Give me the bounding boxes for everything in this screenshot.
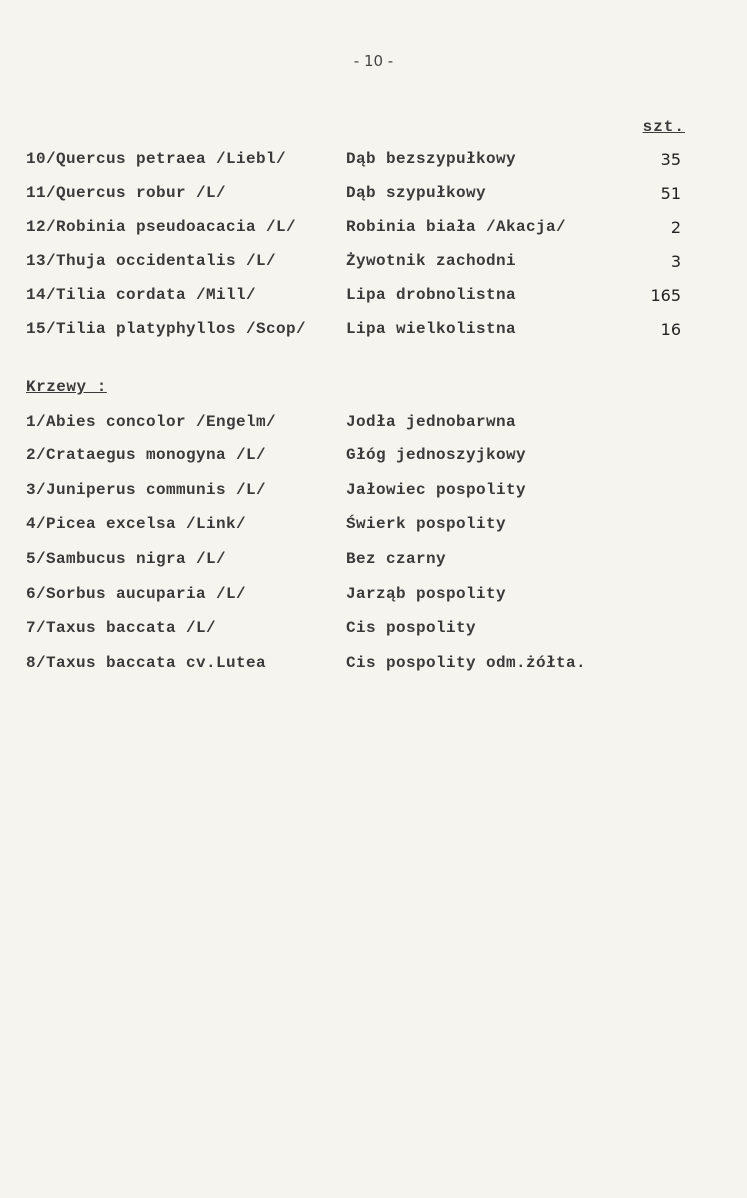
shrub-row — [0, 654, 747, 684]
polish-name: Cis pospolity — [346, 619, 477, 637]
shrub-row — [0, 413, 747, 443]
polish-name: Robinia biała /Akacja/ — [346, 218, 567, 236]
polish-name: Jarząb pospolity — [346, 585, 507, 603]
latin-name: 5/Sambucus nigra /L/ — [26, 550, 227, 568]
tree-row — [0, 252, 747, 282]
shrubs-heading: Krzewy : — [26, 378, 107, 396]
tree-row — [0, 320, 747, 350]
latin-name: 13/Thuja occidentalis /L/ — [26, 252, 277, 270]
count-column-header: szt. — [642, 118, 685, 136]
tree-count: 35 — [660, 150, 681, 169]
shrub-row — [0, 515, 747, 545]
polish-name: Dąb szypułkowy — [346, 184, 487, 202]
latin-name: 3/Juniperus communis /L/ — [26, 481, 267, 499]
tree-row — [0, 150, 747, 180]
tree-count: 3 — [670, 252, 681, 271]
latin-name: 12/Robinia pseudoacacia /L/ — [26, 218, 297, 236]
latin-name: 11/Quercus robur /L/ — [26, 184, 227, 202]
latin-name: 8/Taxus baccata cv.Lutea — [26, 654, 267, 672]
tree-count: 16 — [660, 320, 681, 339]
shrub-row — [0, 585, 747, 615]
polish-name: Jałowiec pospolity — [346, 481, 527, 499]
polish-name: Cis pospolity odm.żółta. — [346, 654, 587, 672]
polish-name: Dąb bezszypułkowy — [346, 150, 517, 168]
tree-row — [0, 286, 747, 316]
latin-name: 1/Abies concolor /Engelm/ — [26, 413, 277, 431]
page-number: - 10 - — [353, 52, 394, 70]
polish-name: Jodła jednobarwna — [346, 413, 517, 431]
polish-name: Lipa drobnolistna — [346, 286, 517, 304]
tree-count: 2 — [670, 218, 681, 237]
tree-row — [0, 218, 747, 248]
tree-count: 165 — [650, 286, 681, 305]
polish-name: Żywotnik zachodni — [346, 252, 517, 270]
latin-name: 2/Crataegus monogyna /L/ — [26, 446, 267, 464]
latin-name: 7/Taxus baccata /L/ — [26, 619, 217, 637]
latin-name: 10/Quercus petraea /Liebl/ — [26, 150, 287, 168]
latin-name: 4/Picea excelsa /Link/ — [26, 515, 247, 533]
tree-count: 51 — [660, 184, 681, 203]
polish-name: Lipa wielkolistna — [346, 320, 517, 338]
shrub-row — [0, 550, 747, 580]
tree-row — [0, 184, 747, 214]
latin-name: 14/Tilia cordata /Mill/ — [26, 286, 257, 304]
shrub-row — [0, 481, 747, 511]
shrub-row — [0, 446, 747, 476]
polish-name: Bez czarny — [346, 550, 447, 568]
latin-name: 15/Tilia platyphyllos /Scop/ — [26, 320, 307, 338]
polish-name: Głóg jednoszyjkowy — [346, 446, 527, 464]
shrub-row — [0, 619, 747, 649]
polish-name: Świerk pospolity — [346, 515, 507, 533]
latin-name: 6/Sorbus aucuparia /L/ — [26, 585, 247, 603]
